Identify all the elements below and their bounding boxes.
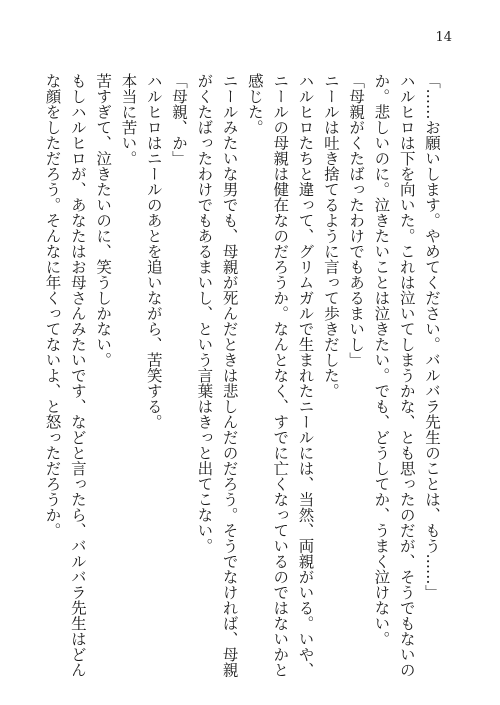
- text-line: ハルヒロはニールのあとを追いながら、苦笑する。: [144, 73, 163, 430]
- text-line: 「母親、か」: [170, 73, 189, 166]
- vertical-text-block: [39, 73, 444, 678]
- text-line: ニールの母親は健在なのだろうか。なんとなく、すでに亡くなっているのではないかと: [271, 73, 290, 678]
- text-line: ハルヒロたちと違って、グリムガルで生まれたニールには、当然、両親がいる。いや、: [296, 73, 315, 678]
- text-line: か。悲しいのに。泣きたいことは泣きたい。でも、どうしてか、うまく泣けない。: [372, 73, 391, 647]
- text-line: 「……お願いします。やめてください。バルバラ先生のことは、もう……」: [423, 73, 441, 600]
- text-line: 本当に苦い。: [119, 73, 138, 166]
- text-line: がくたばったわけでもあるまいし、という言葉はきっと出てこない。: [195, 73, 214, 554]
- text-line: ハルヒロは下を向いた。これは泣いてしまうかな、とも思ったのだが、そうでもないの: [397, 73, 416, 678]
- text-line: な顔をしただろう。そんなに年くってないよ、と怒っただろうか。: [43, 73, 62, 538]
- text-line: ニールみたいな男でも、母親が死んだときは悲しんだのだろう。そうでなければ、母親: [220, 73, 239, 678]
- text-line: 苦すぎて、泣きたいのに、笑うしかない。: [94, 73, 113, 368]
- text-line: もしハルヒロが、あなたはお母さんみたいです、などと言ったら、バルバラ先生はどん: [68, 73, 87, 678]
- text-line: 感じた。: [245, 73, 264, 135]
- text-line: 「母親がくたばったわけでもあるまいし」: [347, 73, 366, 368]
- page-number: 14: [435, 30, 452, 45]
- text-line: ニールは吐き捨てるように言って歩きだした。: [321, 73, 340, 399]
